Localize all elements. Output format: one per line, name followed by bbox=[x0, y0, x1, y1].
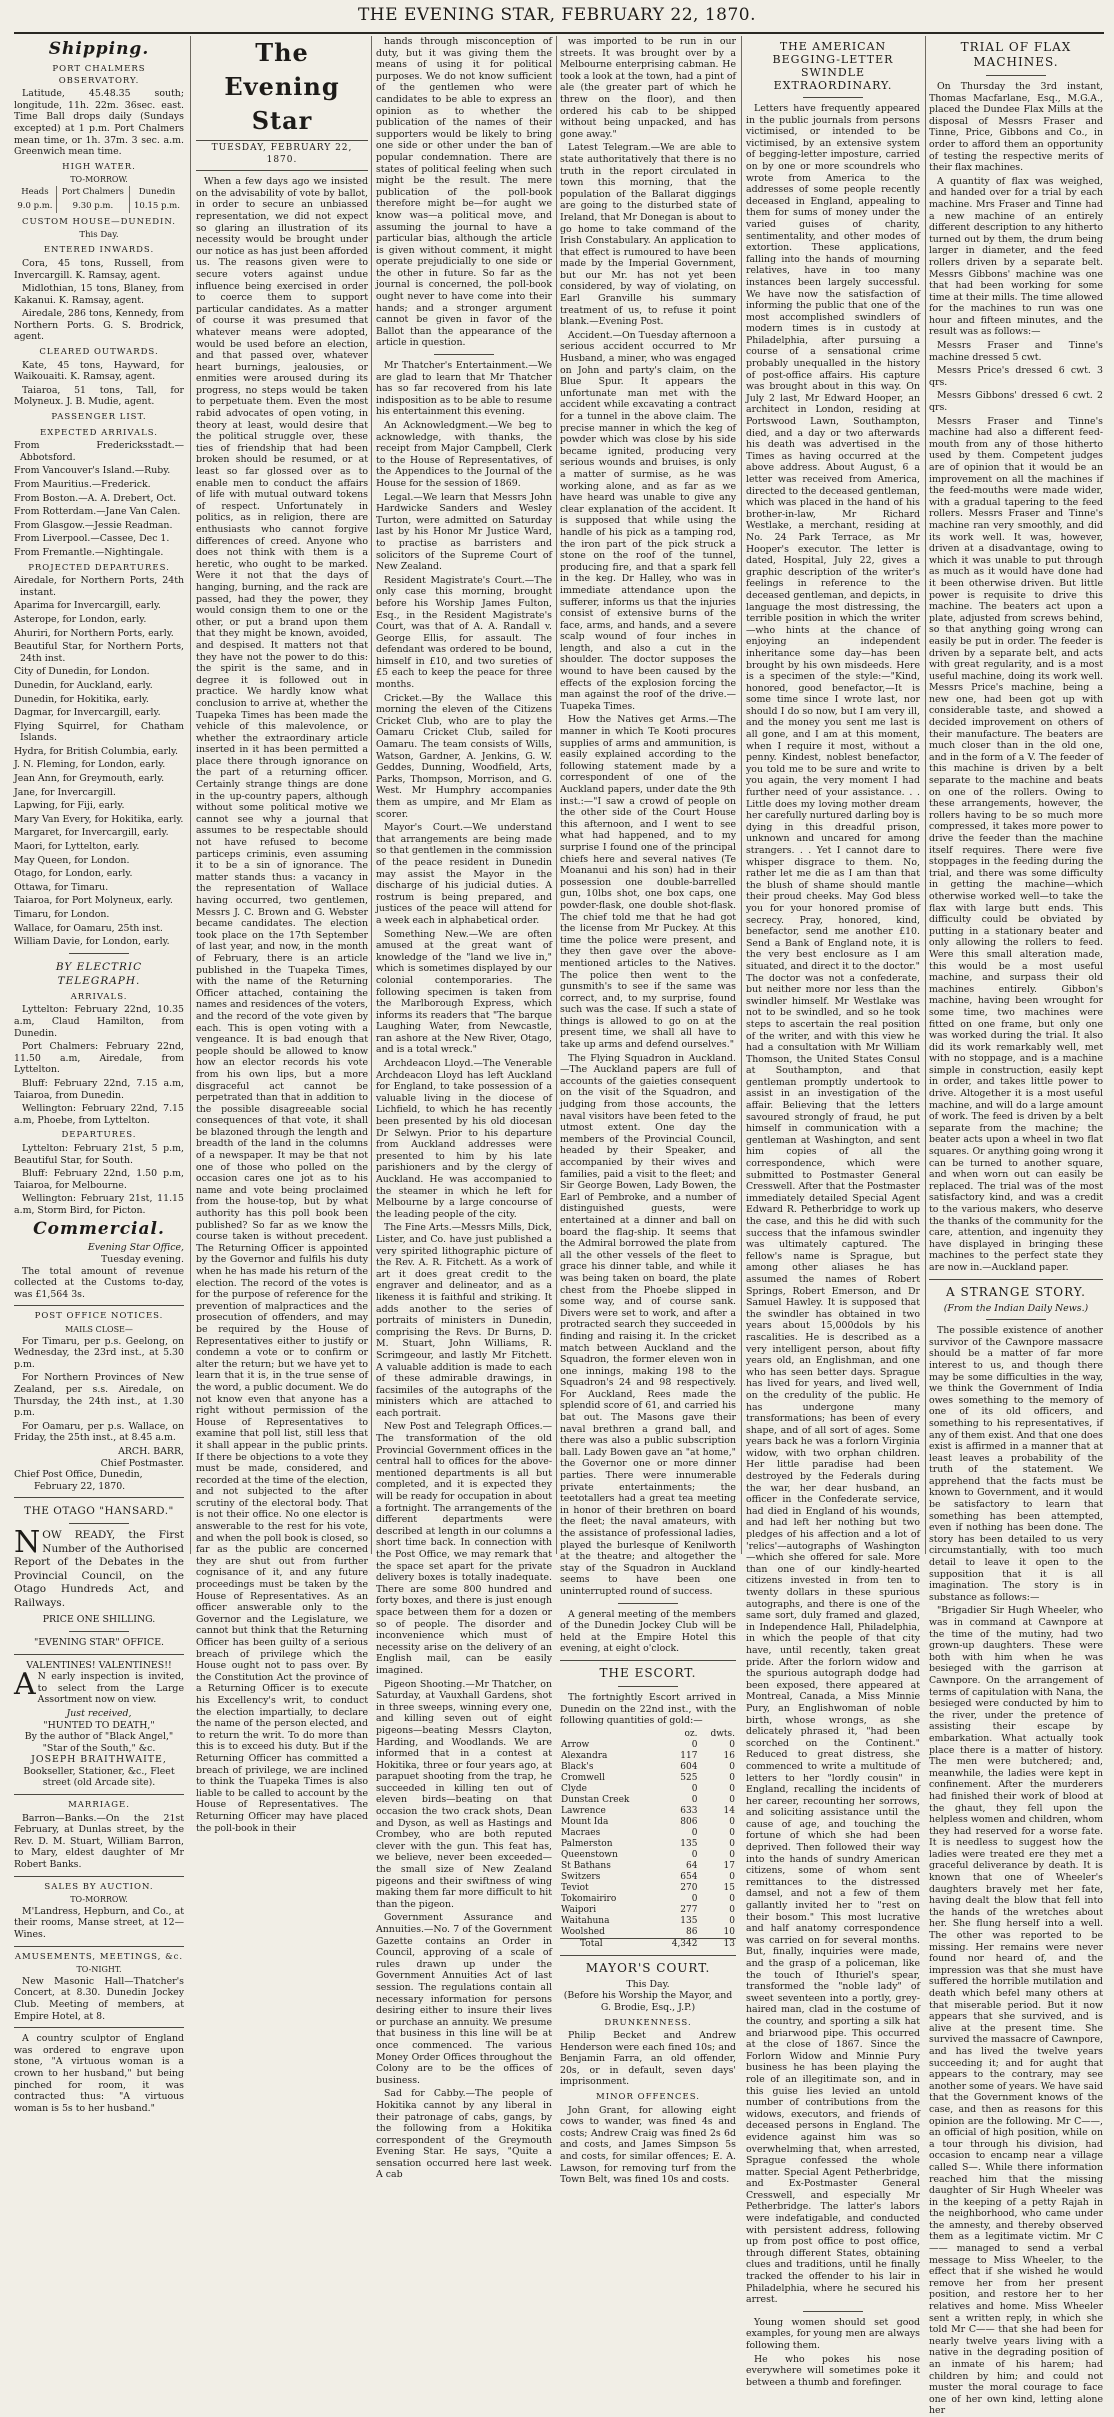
escort-dwt: 0 bbox=[729, 1838, 735, 1849]
escort-dwt: 0 bbox=[729, 1761, 735, 1772]
escort-row bbox=[560, 1894, 736, 1905]
post-title: Chief Postmaster. bbox=[100, 1457, 184, 1469]
commercial-text: The total amount of revenue collected at the Customs to-day, was £1,564 3s. bbox=[14, 1265, 184, 1300]
divider bbox=[196, 140, 368, 141]
expected-arrival-item: From Boston.—A. A. Drebert, Oct. bbox=[14, 492, 177, 504]
valentines-heading: VALENTINES! VALENTINES!! bbox=[26, 1659, 172, 1671]
escort-dwt: 0 bbox=[729, 1827, 735, 1838]
escort-row bbox=[560, 1740, 736, 1751]
tide-time: 9.30 p.m. bbox=[56, 200, 129, 214]
divider bbox=[560, 1955, 736, 1956]
divider bbox=[14, 1497, 184, 1498]
arrival-item: Bluff: February 22nd, 7.15 a.m, Taiaroa, from Dunedin. bbox=[14, 1077, 184, 1101]
divider bbox=[986, 1319, 1046, 1320]
escort-dwt: 0 bbox=[729, 1904, 735, 1915]
expected-list bbox=[14, 440, 184, 558]
news-paragraph: Latest Telegram.—We are able to state authoritatively that there is no truth in the report circulated in town this morning, that the population of the Ballarat diggings are going to the disturbed state of Ireland, that Mr Donegan is about to go home to take command of the Irish Constabulary. An application to that effect is rumoured to have been made by the Imperial Government, but our Mr. has not yet been considered, by way of violating, on Earl Granville his summary treatment of us, to refuse it point blank.—Evening Post. bbox=[560, 142, 736, 328]
hunted-by: By the author of "Black Angel," "Star of the South," &c. bbox=[24, 1731, 174, 1754]
escort-row bbox=[560, 1828, 736, 1839]
escort-place: Arrow bbox=[561, 1739, 590, 1750]
news-paragraph: was imported to be run in our streets. It was brought over by a Melbourne enterprising cabman. He took a look at the town, had a pint of ale (the greater part of which he threw on the floor), and then ordered his cab to be shipped without being unpacked, and has gone away." bbox=[560, 36, 736, 140]
escort-oz: 277 bbox=[680, 1904, 698, 1915]
tide-col: Dunedin bbox=[138, 186, 176, 197]
news-paragraph: Pigeon Shooting.—Mr Thatcher, on Saturday, at Vauxhall Gardens, shot in three sweeps, winning every one, and killing seven out of eight pigeons—beating Messrs Clayton, Harding, and Woodlands. We are informed that in a contest at Hokitika, three or four years ago, at parapuet shooting from the trap, he succeeded in killing ten out of eleven birds—beating on that occasion the two crack shots, Dean and Dyson, as well as Hastings and Crombey, who are both reputed clever with the gun. This feat has, we believe, never been exceeded—the small size of New Zealand pigeons and their swiftness of wing making them far more difficult to hit than the pigeon. bbox=[376, 1678, 552, 1910]
post-sign: ARCH. BARR, bbox=[118, 1445, 184, 1457]
escort-row bbox=[560, 1916, 736, 1927]
divider bbox=[986, 75, 1046, 76]
escort-place: Palmerston bbox=[561, 1838, 613, 1849]
high-water-heading: HIGH WATER. bbox=[62, 161, 136, 172]
amusements-text: New Masonic Hall—Thatcher's Concert, at 8.30. Dunedin Jockey Club. Meeting of members, at Empire Hotel, at 8. bbox=[14, 1975, 184, 2022]
escort-intro: The fortnightly Escort arrived in Dunedin on the 22nd inst., with the following quantities of gold:— bbox=[560, 1691, 736, 1727]
projected-departure-item: Dunedin, for Auckland, early. bbox=[14, 679, 153, 691]
hansard-heading: THE OTAGO "HANSARD." bbox=[24, 1505, 174, 1518]
escort-row bbox=[560, 1905, 736, 1916]
commercial-heading: Commercial. bbox=[33, 1219, 165, 1240]
escort-place: St Bathans bbox=[561, 1860, 611, 1871]
escort-row bbox=[560, 1850, 736, 1861]
divider bbox=[69, 1523, 129, 1524]
news-paragraph: hands through misconception of duty, but it was giving them the means of using it for political purposes. We do not know sufficient of the gentlemen who were candidates to be able to express an opinion as to whether the publication of the names of their supporters would be likely to bring one side or other under the ban of popular condemnation. There are states of political feeling when such might be the result. The mere publication of the poll-book therefore might be—for aught we know was—a political move, and assuming the journal to have a particular bias, although the article is given without comment, it might operate prejudicially to one side or the other in future. So far as the journal is concerned, the poll-book ought never to have come into their hands; and a stronger argument cannot be given in favor of the Ballot than the appearance of the article in question. bbox=[376, 36, 552, 349]
escort-dwt: 0 bbox=[729, 1849, 735, 1860]
flax-paragraph: On Thursday the 3rd instant, Thomas Macfarlane, Esq., M.G.A., placed the Dundee Flax Mills at the disposal of Messrs Fraser and Tinne, Price, Gibbons and Co., in order to afford them an opportunity of testing the respective merits of their flax machines. bbox=[929, 81, 1103, 174]
projected-departure-item: Asterope, for London, early. bbox=[14, 613, 147, 625]
cleared-item: Kate, 45 tons, Hayward, for Waikouaiti. K. Ramsay, agent. bbox=[14, 359, 184, 383]
news-paragraph: Mr Thatcher's Entertainment.—We are glad to learn that Mr Thatcher has so far recovered from his late indisposition as to be able to resume his entertainment this evening. bbox=[376, 360, 552, 418]
news-paragraph: A general meeting of the members of the Dunedin Jockey Club will be held at the Empire Hotel this evening, at eight o'clock. bbox=[560, 1608, 736, 1655]
projected-list bbox=[14, 575, 184, 948]
editorial-paragraph: When a few days ago we insisted on the advisability of vote by ballot, in order to secure an unbiassed representation, we did not expect so glaring an illustration of its necessity would be brought under our notice as has just been afforded us. The reasons given were to secure voters against undue influence being exercised in order to coerce them to support particular candidates. As a matter of course it was presumed that whatever means were adopted, would be used before an election, and that passed over, whatever heart burnings, jealousies, or enmities were aroused during its progress, no steps would be taken to perpetuate them. Even the most rabid advocates of open voting, in theory at least, would desire that the political struggle over, these ties of friendship that had been broken should be resumed, or at least so far glossed over as to enable men to conduct the affairs of life with mutual outward tokens of respect. Unfortunately in politics, as in religion, there are enthusiasts who cannot forgive differences of creed. Anyone who does not think with them is a heretic, who ought to be marked. Were it not that the days of hanging, burning, and the rack are passed, had they the power, they would consign them to one or the other, or put a brand upon them that they might be known, avoided, and despised. It matters not that they have not the power to do this: the spirit is the same, and in degree it is followed out in practice. We hardly know what conclusion to arrive at, whether the Tuapeka Times has been made the vehicle of this malevolence, or whether the extraordinary article inserted in it has been permitted a place there through ignorance on the part of a returning officer. Certainly strange things are done in the up-country papers, although without some political motive we cannot see why a journal that assumes to be respectable should not have refused to become particeps criminis, even assuming it to be a sin of ignorance. The matter stands thus: a vacancy in the representation of Wallace having occurred, two gentlemen, Messrs J. C. Brown and G. Webster became candidates. The election took place on the 17th September of last year, and now, in the month of February, there is an article published in the Tuapeka Times, with the name of the Returning Officer attached, containing the names and residences of the voters, and the record of the vote given by each. This is open voting with a vengeance. It is bad enough that people should be allowed to know how an elector records his vote from his own lips, but a more disgraceful act cannot be perpetrated than that in addition to the possible disagreeable social consequences of that vote, it shall be blazoned through the length and breadth of the land in the columns of a newspaper. It may be that not one of those who polled on the occasion cares one jot as to his name and vote being proclaimed from the house-top, but by what authority has this poll book been published? So far as we know the course taken is without precedent. The Returning Officer is appointed by the Governor and fulfils his duty when he has made his return of the election. The record of the votes is for the purpose of reference for the prevention of malpractices and the prosecution of offenders, and may be required by the House of Representatives either to justify or condemn a vote or to confirm or alter the return; but we have yet to learn that it is, in the true sense of the word, a public document. We do not know even that anyone has a right without permission of the House of Representatives to examine that poll list, still less that it shall appear in the public prints. If there be objections to a vote they must be made, considered, and recorded at the time of the election, and not subjected to the after scrutiny of the electoral body. That is not their office. No one elector is answerable to the rest for his vote, and when the poll book is closed, so far as the public are concerned they are shut out from further cognisance of it, and any future proceedings must be taken by the House of Representatives. As an officer answerable only to the Governor and the Legislature, we cannot but think that the Returning Officer has been guilty of a serious breach of privilege which the House ought not to pass over. By the Constitution Act the province of a Returning Officer is to execute his Excellency's writ, to conduct the election impartially, to declare the name of the person elected, and to return the writ. To do more than this is to exceed his duty. But if the Returning Officer has committed a breach of privilege, we are inclined to think the Tuapeka Times is also liable to be called to account by the House of Representatives. The Returning Officer may have placed the poll-book in their bbox=[196, 176, 368, 1834]
projected-departure-item: Dunedin, for Hokitika, early. bbox=[14, 693, 149, 705]
news-paragraph: Mayor's Court.—We understand that arrangements are being made so that gentlemen in the commission of the peace resident in Dunedin may assist the Mayor in the discharge of his judicial duties. A rostrum is being prepared, and justices of the peace will attend for a week each in alphabetical order. bbox=[376, 822, 552, 926]
escort-row bbox=[560, 1872, 736, 1883]
mayors-heading: MAYOR'S COURT. bbox=[585, 1960, 711, 1975]
column-rule bbox=[556, 36, 557, 1554]
story-source: (From the Indian Daily News.) bbox=[943, 1302, 1089, 1314]
tide-col: Port Chalmers bbox=[56, 186, 129, 200]
escort-place: Alexandra bbox=[561, 1750, 608, 1761]
column-rule bbox=[190, 36, 191, 1554]
mayors-day: This Day. bbox=[626, 1978, 670, 1990]
divider bbox=[69, 1631, 129, 1632]
expected-heading: EXPECTED ARRIVALS. bbox=[40, 427, 158, 438]
mails-close-label: MAILS CLOSE— bbox=[65, 1325, 133, 1335]
divider bbox=[196, 170, 368, 171]
news-paragraph: Legal.—We learn that Messrs John Hardwicke Sanders and Wesley Turton, were admitted on Saturday last by his Honor Mr Justice Ward, to practise as barristers and solicitors of the Supreme Court of New Zealand. bbox=[376, 491, 552, 573]
projected-departure-item: May Queen, for London. bbox=[14, 854, 130, 866]
projected-departure-item: Otago, for London, early. bbox=[14, 868, 133, 880]
expected-arrival-item: From Vancouver's Island.—Ruby. bbox=[14, 465, 171, 477]
drop-cap: N bbox=[14, 1525, 41, 1561]
tide-time: 10.15 p.m. bbox=[134, 200, 180, 211]
flax-result: Messrs Price's dressed 6 cwt. 3 qrs. bbox=[929, 365, 1103, 388]
commercial-day: Tuesday evening. bbox=[101, 1254, 184, 1266]
projected-departure-item: Beautiful Star, for Northern Ports, 24th inst. bbox=[14, 641, 184, 664]
tomorrow-label: TO-MORROW. bbox=[70, 1895, 128, 1905]
projected-departure-item: Hydra, for British Columbia, early. bbox=[14, 745, 178, 757]
escort-place: Black's bbox=[561, 1761, 594, 1772]
filler-paragraph: He who pokes his nose everywhere will sometimes poke it between a thumb and forefinger. bbox=[746, 2353, 920, 2388]
escort-row bbox=[560, 1817, 736, 1828]
column-local-news bbox=[376, 36, 552, 2181]
escort-total-label: Total bbox=[560, 1938, 659, 1950]
escort-place: Macraes bbox=[561, 1827, 601, 1838]
post-item: For Northern Provinces of New Zealand, per s.s. Airedale, on Thursday, the 24th inst., at 1.30 p.m. bbox=[14, 1372, 184, 1419]
projected-departure-item: J. N. Fleming, for London, early. bbox=[14, 759, 166, 771]
escort-place: Tokomairiro bbox=[561, 1893, 617, 1904]
arrival-item: Lyttelton: February 22nd, 10.35 a.m, Claud Hamilton, from Dunedin. bbox=[14, 1004, 184, 1039]
escort-unit: oz. bbox=[684, 1728, 698, 1739]
flax-paragraph: A quantity of flax was weighed, and handed over for a trial by each machine. Mrs Fraser and Tinne had a new machine of an entirely different description to any hitherto turned out by them, the drum being larger in diameter, and the feed rollers driven by a separate belt. Messrs Gibbons' machine was one that had been working for some time at their mills. The time allowed for the machines to run was one hour and fifteen minutes, and the result was as follows:— bbox=[929, 175, 1103, 338]
news-paragraph: New Post and Telegraph Offices.—The transformation of the old Provincial Government offices in the central hall to offices for the above-mentioned departments is all but completed, and it is expected they will be ready for occupation in about a fortnight. The arrangements of the different departments were described at length in our columns a short time back. In connection with the Post Office, we may remark that the space set apart for the private delivery boxes is totally inadequate. There are some 800 hundred and forty boxes, and there is just enough space between them for a dozen or so of people. The disorder and inconvenience which must of necessity arise on the delivery of an English mail, can be easily imagined. bbox=[376, 1421, 552, 1676]
divider bbox=[929, 1279, 1103, 1280]
mayors-before: (Before his Worship the Mayor, and G. Brodie, Esq., J.P.) bbox=[563, 1990, 733, 2013]
escort-place: Waipori bbox=[561, 1904, 597, 1915]
escort-oz: 117 bbox=[680, 1750, 698, 1761]
escort-total-dwt: 13 bbox=[698, 1938, 736, 1950]
escort-place: Cromwell bbox=[561, 1772, 605, 1783]
escort-dwt: 0 bbox=[729, 1915, 735, 1926]
column-news-escort bbox=[560, 36, 736, 2186]
marriage-text: Barron—Banks.—On the 21st February, at Dunlas street, by the Rev. D. M. Stuart, William Barron, to Mary, eldest daughter of Mr Robert Banks. bbox=[14, 1812, 184, 1871]
escort-row bbox=[560, 1927, 736, 1939]
minor-offences-heading: MINOR OFFENCES. bbox=[596, 2092, 700, 2103]
escort-oz: 135 bbox=[680, 1838, 698, 1849]
news-paragraph: Accident.—On Tuesday afternoon a serious accident occurred to Mr Husband, a miner, who was engaged on John and party's claim, on the Blue Spur. It appears the unfortunate man met with the accident while excavating a contract for a tunnel in the above claim. The precise manner in which the keg of powder which was close by his side became ignited, producing very serious wounds and bruises, is only a matter of surmise, as he was working alone, and as far as we have heard was unable to give any clear explanation of the accident. It is supposed that while using the handle of his pick as a tamping rod, the iron part of the pick struck a stone on the roof of the tunnel, producing fire, and that a spark fell in the keg. Dr Halley, who was in immediate attendance upon the sufferer, informs us that the injuries consist of extensive burns of the face, arms, and hands, and a severe scalp wound of four inches in length, and also a cut in the shoulder. The doctor supposes the wound to have been caused by the effects of the explosion forcing the man against the roof of the drive.—Tuapeka Times. bbox=[560, 329, 736, 712]
story-paragraph: "Brigadier Sir Hugh Wheeler, who was in command at Cawnpore at the time of the mutiny, had two grown-up daughters. These were both with him when he was besieged with the garrison at Cawnpore. On the arrangement of terms of capitulation with Nana, the besieged were conducted by him to the river, under the pretence of assisting their escape by embarkation. What actually took place there is a matter of history. The men were butchered; and, meanwhile, the ladies were kept in confinement. After the murderers had finished their work of blood at the ghaut, they fell upon the helpless women and children, whom they had reserved for a worse fate. It is needless to suggest how the ladies were treated ere they met a graceful deliverance by death. It is known that one of Wheeler's daughters bravely met her fate, having dealt the blow that fell into the hands of the wretches about her. She flung herself into a well. The other was reported to be missing. Her remains were never found nor heard of, and the impression was that she must have suffered the horrible mutilation and death which befel many others at that miserable period. But it now appears that she survived, and is alive at the present time. She survived the massacre of Cawnpore, and has lived the twelve years succeeding it; and for aught that appears to the contrary, may see another some of years. We have said that the Government knows of the case, and then as reasons for this opinion are the following. Mr C——, an official of high position, while on a tour through his division, had occasion to encamp near a village called S—. While there information reached him that the missing daughter of Sir Hugh Wheeler was in the keeping of a petty Rajah in the neighborhood, who came under the amnesty, and thereby observed them as a legitimate victim. Mr C—— managed to send a verbal message to Miss Wheeler, to the effect that if she wished he would remove her from her present position, and restore her to her relatives and home. Miss Wheeler sent a written reply, in which she told Mr C—— that she had been for nearly twelve years living with a native in the degrading position of an inmate of his harem; had children by him; and could not muster the moral courage to face one of her own kind, letting alone her bbox=[929, 1605, 1103, 2417]
escort-place: Teviot bbox=[561, 1882, 589, 1893]
escort-row bbox=[560, 1762, 736, 1773]
valentines-text: N early inspection is invited, to select from the Large Assortment now on view. bbox=[37, 1671, 184, 1706]
projected-departure-item: Dagmar, for Invercargill, early. bbox=[14, 707, 161, 719]
escort-row bbox=[560, 1883, 736, 1894]
escort-row bbox=[560, 1806, 736, 1817]
escort-oz: 135 bbox=[680, 1915, 698, 1926]
escort-row bbox=[560, 1784, 736, 1795]
escort-oz: 806 bbox=[680, 1816, 698, 1827]
projected-departure-item: Airedale, for Northern Ports, 24th instant. bbox=[14, 575, 184, 598]
escort-place: Waitahuna bbox=[561, 1915, 610, 1926]
amusements-heading: AMUSEMENTS, MEETINGS, &c. bbox=[14, 1951, 184, 1962]
swindle-heading: THE AMERICAN BEGGING-LETTER SWINDLE EXTRAORDINARY. bbox=[772, 40, 894, 92]
post-office: Chief Post Office, Dunedin, bbox=[14, 1469, 143, 1481]
shipping-heading: Shipping. bbox=[48, 39, 150, 59]
escort-oz: 270 bbox=[680, 1882, 698, 1893]
projected-departure-item: Jane, for Invercargill. bbox=[14, 786, 116, 798]
editorial-date: TUESDAY, FEBRUARY 22, 1870. bbox=[211, 143, 353, 165]
projected-departure-item: Taiaroa, for Port Molyneux, early. bbox=[14, 895, 173, 907]
expected-arrival-item: From Fremantle.—Nightingale. bbox=[14, 546, 164, 558]
escort-dwt: 0 bbox=[729, 1871, 735, 1882]
passenger-heading: PASSENGER LIST. bbox=[51, 412, 147, 423]
escort-row bbox=[560, 1773, 736, 1784]
news-paragraph: Government Assurance and Annuities.—No. 7 of the Government Gazette contains an Order in Council, approving of a scale of rules drawn up under the Government Annuities Act of last session. The regulations contain all necessary information for persons desiring either to insure their lives or purchase an annuity. We presume that business in this line will be at once commenced. The various Money Order Offices throughout the Colony are to be the offices of business. bbox=[376, 1912, 552, 2086]
divider bbox=[803, 97, 863, 98]
escort-dwt: 0 bbox=[729, 1794, 735, 1805]
escort-oz: 0 bbox=[691, 1783, 698, 1794]
expected-arrival-item: From Glasgow.—Jessie Readman. bbox=[14, 519, 173, 531]
escort-oz: 525 bbox=[680, 1772, 698, 1783]
post-item: For Oamaru, per p.s. Wallace, on Friday, the 25th inst., at 8.45 a.m. bbox=[14, 1420, 184, 1444]
projected-departure-item: Jean Ann, for Greymouth, early. bbox=[14, 773, 165, 785]
tonight-label: TO-NIGHT. bbox=[76, 1965, 122, 1975]
departures-heading: DEPARTURES. bbox=[61, 1130, 137, 1141]
divider bbox=[14, 1946, 184, 1947]
news-paragraph: Cricket.—By the Wallace this morning the eleven of the Citizens Cricket Club, who are to play the Oamaru Cricket Club, sailed for Oamaru. The team consists of Wills, Watson, Gardner, A. Jenkins, G. W. Geddes, Dunning, Woodfield, Arts, Parks, Thompson, Morrison, and G. West. Mr Humphry accompanies them as umpire, and Mr Elam as scorer. bbox=[376, 692, 552, 820]
escort-row bbox=[560, 1795, 736, 1806]
sales-heading: SALES BY AUCTION. bbox=[44, 1881, 154, 1892]
departure-item: Bluff: February 22nd, 1.50 p.m, Taiaroa, for Melbourne. bbox=[14, 1168, 184, 1191]
story-paragraph: The possible existence of another survivor of the Cawnpore massacre should be a matter of far more interest to us, and though there may be some difficulties in the way, we think the Government of India owes something to the memory of one of its old officers, and something to his representatives, if any of them exist. And that one does exist is affirmed in a manner that at least leaves a probability of the truth of the statement. We apprehend that the facts must be known to Government, and it would be satisfactory to learn that something has been attempted, even if nothing has been done. The story has been detailed to us very circumstantially, with too much detail to leave it open to the supposition that it is all imagination. The story is in substance as follows:— bbox=[929, 1325, 1103, 1603]
escort-oz: 64 bbox=[686, 1860, 698, 1871]
flax-paragraph: Messrs Fraser and Tinne's machine had also a different feed-mouth from any of those hitherto used by them. Competent judges are of opinion that it would be an improvement on all the machines if the feed-mouths were made wider, with a gradual tapering to the feed rollers. Messrs Fraser and Tinne's machine ran very smoothly, and did its work well. It was, however, driven at a disadvantage, owing to which it was unable to put through as much as it would have done had it been otherwise driven. But little power is requisite to drive this machine. The beaters act upon a plate, adjusted from screws behind, so that anything going wrong can easily be put in order. The feeder is driven by a separate belt, and acts with great regularity, and is a most useful machine, doing its work well. Messrs Price's machine, being a new one, had been got up with considerable taste, and showed a decided improvement on others of their manufacture. The beaters are much closer than in the old one, and in the form of a V. The feeder of this machine is driven by a belt separate to the machine and beats on one of the rollers. Owing to these arrangements, however, the rollers having to be so much more compressed, it takes more power to drive the feeder than the machine itself requires. There were five stoppages in the feeding during the trial, and there was some difficulty in getting the machine—which otherwise worked well—to take the flax with large butt ends. This difficulty could be obviated by putting in a stationary beater and only allowing the rollers to feed. Were this small alteration made, this would be a most useful machine, and surpass their old machines entirely. Gibbon's machine, having been wrought for some time, two machines were fitted on one frame, but only one was worked during the trial. It also did its work remarkably well, met with no stoppage, and is a machine simple in construction, easily kept in order, and takes little power to drive. Altogether it is a most useful machine, and will do a large amount of work. The feed is driven by a belt separate from the machine; the beater acts upon a wheel in two flat squares. Or anything going wrong it can be turned to another square, and when worn out can easily be replaced. The trial was of the most satisfactory kind, and was a credit to the various makers, who deserve the thanks of the community for the care, attention, and ingenuity they have displayed in bringing these machines to the perfect state they are now in.—Auckland paper. bbox=[929, 415, 1103, 1273]
just-received: Just received, bbox=[66, 1707, 132, 1719]
news-paragraph: Something New.—We are often amused at the great want of knowledge of the "land we live in," which is sometimes displayed by our colonial contemporaries. The following specimen is taken from the Marlborough Express, which informs its readers that "The barque Laughing Water, from Newcastle, ran ashore at the New River, Otago, and is a total wreck." bbox=[376, 928, 552, 1056]
projected-departure-item: Ahuriri, for Northern Ports, early. bbox=[14, 627, 174, 639]
cleared-item: Taiaroa, 51 tons, Tall, for Molyneux. J. B. Mudie, agent. bbox=[14, 384, 184, 408]
divider bbox=[69, 953, 129, 954]
divider bbox=[618, 1603, 678, 1604]
telegraph-heading: BY ELECTRIC TELEGRAPH. bbox=[55, 960, 143, 987]
divider bbox=[14, 1654, 184, 1655]
escort-unit: dwts. bbox=[710, 1728, 735, 1739]
escort-place: Woolshed bbox=[561, 1926, 605, 1937]
escort-heading: THE ESCORT. bbox=[599, 1665, 697, 1680]
expected-arrival-item: From Fredericksstadt.—Abbotsford. bbox=[14, 440, 184, 463]
news-paragraph: How the Natives get Arms.—The manner in which Te Kooti procures supplies of arms and ammunition, is easily explained according to the following statement made by a correspondent of one of the Auckland papers, under date the 9th inst.:—"I saw a crowd of people on the other side of the Court House this afternoon, and I went to see what had happened, and to my surprise I found one of the principal chiefs here and several natives (Te Moananui and his son) had in their possession one double-barrelled gun, 10lbs shot, one box caps, one powder-flask, one double shot-flask. The chief told me that he had got the license from Mr Puckey. At this time the police were present, and they then gave over the above-mentioned articles to the Natives. The police then went to the gunsmith's to see if the same was correct, and, to my surprise, found such was the case. If such a state of things is allowed to go on at the present time, we shall all have to take up arms and defend ourselves." bbox=[560, 714, 736, 1051]
escort-dwt: 0 bbox=[729, 1772, 735, 1783]
escort-dwt: 0 bbox=[729, 1739, 735, 1750]
column-editorial bbox=[196, 36, 368, 1834]
flax-result: Messrs Fraser and Tinne's machine dressed 5 cwt. bbox=[929, 340, 1103, 363]
minor-offences-text: John Grant, for allowing eight cows to wander, was fined 4s and costs; Andrew Craig was fined 2s 6d and costs, and James Simpson 5s and costs, for similar offences; E. A. Lawson, for removing turf from the Town Belt, was fined 10s and costs. bbox=[560, 2104, 736, 2186]
projected-departure-item: Ottawa, for Timaru. bbox=[14, 881, 109, 893]
post-item: For Timaru, per p.s. Geelong, on Wednesday, the 23rd inst., at 5.30 p.m. bbox=[14, 1335, 184, 1370]
filler-paragraph: Young women should set good examples, for young men are always following them. bbox=[746, 2316, 920, 2351]
story-heading: A STRANGE STORY. bbox=[946, 1284, 1086, 1299]
expected-arrival-item: From Mauritius.—Frederick. bbox=[14, 479, 151, 490]
escort-oz: 0 bbox=[691, 1739, 698, 1750]
drunkenness-heading: DRUNKENNESS. bbox=[604, 2017, 692, 2028]
escort-dwt: 14 bbox=[723, 1805, 735, 1816]
divider bbox=[14, 1794, 184, 1795]
escort-place: Switzers bbox=[561, 1871, 601, 1882]
departure-item: Lyttelton: February 21st, 5 p.m, Beautiful Star, for South. bbox=[14, 1142, 184, 1166]
escort-oz: 654 bbox=[680, 1871, 698, 1882]
post-heading: POST OFFICE NOTICES. bbox=[34, 1311, 164, 1322]
divider bbox=[803, 2311, 863, 2312]
escort-oz: 633 bbox=[680, 1805, 698, 1816]
escort-dwt: 15 bbox=[723, 1882, 735, 1893]
tide-time: 9.0 p.m. bbox=[14, 200, 56, 214]
expected-arrival-item: From Liverpool.—Cassee, Dec 1. bbox=[14, 533, 170, 545]
divider bbox=[618, 1686, 678, 1687]
news-paragraph: Sad for Cabby.—The people of Hokitika cannot by any liberal in their patronage of cabs, gangs, by the following from a Hokitika correspondent of the Greymouth Evening Star. He says, "Quite a sensation occurred here last week. A cab bbox=[376, 2088, 552, 2181]
entered-heading: ENTERED INWARDS. bbox=[43, 245, 155, 256]
projected-departure-item: Flying Squirrel, for Chatham Islands. bbox=[14, 720, 184, 744]
projected-departure-item: Mary Van Every, for Hokitika, early. bbox=[14, 813, 184, 825]
projected-departure-item: City of Dunedin, for London. bbox=[14, 666, 150, 678]
entered-item: Cora, 45 tons, Russell, from Invercargill. K. Ramsay, agent. bbox=[14, 257, 184, 281]
divider bbox=[14, 1305, 184, 1306]
arrival-item: Wellington: February 22nd, 7.15 a.m, Phoebe, from Lyttelton. bbox=[14, 1103, 184, 1126]
office-label: "EVENING STAR" OFFICE. bbox=[33, 1636, 165, 1648]
masthead: THE EVENING STAR, FEBRUARY 22, 1870. bbox=[357, 5, 757, 25]
escort-place: Mount Ida bbox=[561, 1816, 609, 1827]
hansard-text: OW READY, the First Number of the Authorised Report of the Debates in the Provincial Council, on the Otago Hundreds Act, and Railways. bbox=[14, 1529, 184, 1609]
projected-departure-item: Margaret, for Invercargill, early. bbox=[14, 827, 169, 839]
column-rule bbox=[371, 36, 372, 1554]
escort-oz: 0 bbox=[691, 1827, 698, 1838]
expected-arrival-item: From Rotterdam.—Jane Van Calen. bbox=[14, 506, 181, 518]
sales-text: M'Landress, Hepburn, and Co., at their rooms, Manse street, at 12—Wines. bbox=[14, 1905, 184, 1940]
paper-title: The Evening Star bbox=[224, 38, 340, 135]
escort-dwt: 0 bbox=[729, 1893, 735, 1904]
escort-place: Lawrence bbox=[561, 1805, 606, 1816]
price-label: PRICE ONE SHILLING. bbox=[42, 1614, 156, 1626]
escort-row bbox=[560, 1839, 736, 1850]
entered-item: Airedale, 286 tons, Kennedy, from Northern Ports. G. S. Brodrick, agent. bbox=[14, 308, 184, 343]
escort-oz: 0 bbox=[691, 1849, 698, 1860]
tomorrow-label: TO-MORROW. bbox=[70, 175, 128, 185]
cleared-heading: CLEARED OUTWARDS. bbox=[39, 347, 159, 358]
escort-dwt: 16 bbox=[723, 1750, 735, 1761]
escort-oz: 86 bbox=[686, 1926, 698, 1937]
escort-oz: 0 bbox=[691, 1794, 698, 1805]
escort-place: Dunstan Creek bbox=[561, 1794, 630, 1805]
news-paragraph: The Fine Arts.—Messrs Mills, Dick, Lister, and Co. have just published a very spirited lithographic picture of the Rev. A. R. Fitchett. As a work of art it does great credit to the engraver and delineator, and as a likeness it is faithful and striking. It adds another to the series of portraits of ministers in Dunedin, comprising the Revs. Dr Burns, D. M. Stuart, John Williams, R. Scrimgeour, and lastly Mr Fitchett. A valuable addition is made to each of these admirable drawings, in facsimiles of the autographs of the ministers which are attached to each portrait. bbox=[376, 1222, 552, 1419]
escort-total: 4,342 bbox=[659, 1938, 698, 1950]
marriage-heading: MARRIAGE. bbox=[68, 1800, 130, 1811]
divider bbox=[14, 1876, 184, 1877]
port-text: Latitude, 45.48.35 south; longitude, 11h. 22m. 36sec. east. Time Ball drops daily (Sundays excepted) at 1 p.m. Port Chalmers mean time, or 1h. 37m. 3 sec. a.m. Greenwich mean time. bbox=[14, 88, 184, 158]
column-swindle bbox=[746, 36, 920, 2388]
projected-departure-item: Wallace, for Oamaru, 25th inst. bbox=[14, 922, 163, 934]
column-rule bbox=[925, 36, 926, 1554]
news-paragraph: An Acknowledgment.—We beg to acknowledge, with thanks, the receipt from Major Campbell, Clerk to the House of Representatives, of the Appendices to the Journal of the House for the session of 1869. bbox=[376, 420, 552, 489]
escort-oz: 604 bbox=[680, 1761, 698, 1772]
projected-heading: PROJECTED DEPARTURES. bbox=[28, 562, 170, 573]
drop-cap: A bbox=[14, 1667, 36, 1703]
swindle-paragraph: Letters have frequently appeared in the public journals from persons victimised, or intended to be victimised, by an extensive system of begging-letter imposture, carried on by one or more scoundrels who wrote from America to the addresses of some people recently deceased in England, appealing to them for sums of money under the varied guises of charity, sentimentality, and other modes of extortion. These applications, falling into the hands of mourning relatives, have in too many instances been largely successful. We have now the satisfaction of informing the public that one of the most accomplished swindlers of modern times is in custody at Philadelphia, after pursuing a course of a sensational crime probably unequalled in the history of post-office affairs. His capture was brought about in this way. On July 2 last, Mr Edward Hooper, an architect in London, residing at Portswood Lawn, Southampton, died, and a day or two afterwards his death was advertised in the Times as having occurred at the above address. About August, 6 a letter was received from America, directed to the deceased gentleman, which was placed in the hand of his brother-in-law, Mr Richard Westlake, a merchant, residing at No. 24 Park Terrace, as Mr Hooper's executor. The letter is dated, Hospital, July 22, gives a graphic description of the writer's feelings in reference to the deceased gentleman, and depicts, in language the most distressing, the terrible position in which the writer—who hints at the chance of enjoying an independent inheritance some day—has been brought by his own misdeeds. Here is a specimen of the style:—"Kind, honored, good benefactor,—It is some time since I wrote last, nor should I do so now, but I am very ill, and the money you sent me last is all gone, and I am at this moment, when I require it most, without a penny. Kindest, noblest benefactor, you told me to be sure and write to you again, the very moment I had further need of your assistance. . . Little does my loving mother dream her carefully nurtured darling boy is dying in this dreadful prison, unknown and uncared for among strangers. . . Yet I cannot dare to whisper disgrace to them. No, rather let me die as I am than that the blush of shame should mantle their proud cheeks. May God bless you for your honored promise of secrecy. Pray, honored, kind, benefactor, send me another £10. Send a Bank of England note, it is the very best enclosure as I am situated, and direct it to the doctor." The doctor was not a confederate, but neither more nor less than the swindler himself. Mr Westlake was not to be swindled, and so he took steps to ascertain the real position of the writer, and with this view he had a consultation with Mr William Thomson, the United States Consul at Southampton, and that gentleman promptly undertook to assist in an investigation of the affair. Believing that the letters savoured strongly of fraud, he put himself in communication with a gentleman at Washington, and sent him copies of all the correspondence, which were submitted to Postmaster General Cresswell. After that the Postmaster immediately detailed Special Agent Edward R. Petherbridge to work up the case, and this he did with such success that the infamous swindler was ultimately captured. The fellow's name is Sprague, but among other aliases he has assumed the names of Robert Springs, Robert Emerson, and Dr Samuel Hawley. It is supposed that the swindler has obtained in two years about 15,000dols by his rascalities. He is described as a very intelligent person, about fifty years old, an Englishman, and one who has seen better days. Sprague has lived for years, and lived well, on the credulity of the public. He has undergone many transformations; has been of every shape, and of all sort of ages. Some years back he was a forlorn Virginia widow, with two orphan children. Her little paradise had been destroyed by the Federals during the war, her dear husband, an officer in the Confederate service, had died in England of his wounds, and had left her nothing but two pledges of his affection and a lot of 'relics'—autographs of Washington—which she offered for sale. More than one of our kindly-hearted citizens invested in from ten to twenty dollars in these spurious autographs, and there is one of the same sort, duly framed and glazed, in Independence Hall, Philadelphia, in which the people of that city have, until recently, taken great pride. After the forlorn widow and the spurious autograph dodge had been exposed, there appeared at Montreal, Canada, a Miss Minnie Pury, an Englishwoman of noble birth, whose wrongs, as she delicately phrased it, "had been scorched on the Continent." Reduced to great distress, she commenced to write a multitude of letters to her "lordly cousin" in England, recalling the incidents of her career, recounting her sorrows, and soliciting assistance until the cause of age, and touching the fortune of which she had been deprived. Then followed their way into the hands of sundry American citizens, some of whom sent remittances to the distressed damsel, and not a few of them gallantly invited her to "rest on their bosom." This most lucrative and half anatomy correspondence was carried on for several months. But, finally, inquiries were made, and the grasp of a policeman, like the touch of Ithuriel's spear, transformed the "noble lady" of sweet seventeen into a portly, grey-haired man, clad in the costume of the country, and sporting a silk hat and briarwood pipe. This occurred at the close of 1867. Since the Forlorn Widow and Minnie Pury business he has been playing the role of an illegitimate son, and in this guise lies levied an untold number of contributions from the widows, executors, and friends of deceased persons in England. The evidence against him was so overwhelming that, when arrested, Sprague confessed the whole matter. Special Agent Petherbridge, and Ex-Postmaster General Cresswell, and especially Mr Petherbridge. The latter's labors were indefatigable, and conducted with persistent address, following up from post office to post office, through different States, obtaining clues and traditions, until he finally tracked the offender to his lair in Philadelphia, where he secured his arrest. bbox=[746, 103, 920, 2306]
flax-result: Messrs Gibbons' dressed 6 cwt. 2 qrs. bbox=[929, 390, 1103, 414]
escort-row bbox=[560, 1751, 736, 1762]
customs-heading: CUSTOM HOUSE—DUNEDIN. bbox=[22, 217, 176, 228]
divider bbox=[560, 1660, 736, 1661]
escort-dwt: 0 bbox=[729, 1816, 735, 1827]
escort-dwt: 10 bbox=[723, 1926, 735, 1937]
drunkenness-text: Philip Becket and Andrew Henderson were each fined 10s; and Benjamin Farra, an old offender, 20s, or in default, seven days' imprisonment. bbox=[560, 2030, 736, 2088]
divider bbox=[14, 2027, 184, 2028]
post-date: February 22, 1870. bbox=[34, 1480, 126, 1492]
commercial-office: Evening Star Office, bbox=[87, 1242, 184, 1254]
divider bbox=[434, 354, 494, 355]
projected-departure-item: Maori, for Lyttelton, early. bbox=[14, 841, 140, 853]
news-paragraph: Archdeacon Lloyd.—The Venerable Archdeacon Lloyd has left Auckland for England, to take possession of a valuable living in the diocese of Lichfield, to which he has recently been presented by his old diocesan Dr Selwyn. Prior to his departure from Auckland addresses were presented to him by his late parishioners and by the clergy of Auckland. He was accompanied to the steamer in which he left for Melbourne by a large concourse of the leading people of the city. bbox=[376, 1058, 552, 1220]
escort-dwt: 0 bbox=[729, 1783, 735, 1794]
sculptor-text: A country sculptor of England was ordered to engrave upon stone, "A virtuous woman is a crown to her husband," but being pinched for room, it was contracted thus: "A virtuous woman is 5s to her husband." bbox=[14, 2033, 184, 2114]
hunted-title: "HUNTED TO DEATH," bbox=[43, 1719, 155, 1731]
entered-item: Midlothian, 15 tons, Blaney, from Kakanui. K. Ramsay, agent. bbox=[14, 283, 184, 306]
escort-dwt: 17 bbox=[723, 1860, 735, 1871]
arrival-item: Port Chalmers: February 22nd, 11.50 a.m, Airedale, from Lyttelton. bbox=[14, 1041, 184, 1076]
projected-departure-item: Aparima for Invercargill, early. bbox=[14, 600, 161, 612]
arrivals-heading: ARRIVALS. bbox=[70, 991, 128, 1002]
projected-departure-item: Timaru, for London. bbox=[14, 909, 110, 920]
masthead-rule bbox=[14, 32, 1104, 34]
this-day-label: This Day. bbox=[79, 229, 119, 240]
tide-col: Heads bbox=[14, 186, 56, 200]
escort-oz: 0 bbox=[691, 1893, 698, 1904]
column-flax-story bbox=[929, 36, 1103, 2417]
news-paragraph: Resident Magistrate's Court.—The only case this morning, brought before his Worship James Fulton, Esq., in the Resident Magistrate's Court, was that of A. A. Randall v. George Ellis, for assault. The defendant was ordered to be bound, himself in £10, and two sureties of £5 each to keep the peace for three months. bbox=[376, 574, 552, 691]
braithwaite-address: Bookseller, Stationer, &c., Fleet street (old Arcade site). bbox=[23, 1765, 175, 1789]
braithwaite-name: JOSEPH BRAITHWAITE, bbox=[31, 1754, 167, 1766]
column-shipping bbox=[14, 36, 184, 2114]
escort-row bbox=[560, 1861, 736, 1872]
projected-departure-item: Lapwing, for Fiji, early. bbox=[14, 800, 125, 812]
departure-item: Wellington: February 21st, 11.15 a.m, Storm Bird, for Picton. bbox=[14, 1193, 184, 1216]
column-rule bbox=[741, 36, 742, 1554]
tide-table bbox=[14, 186, 184, 213]
projected-departure-item: William Davie, for London, early. bbox=[14, 936, 170, 948]
escort-table bbox=[560, 1729, 736, 1950]
news-paragraph: The Flying Squadron in Auckland.—The Auckland papers are full of accounts of the gaieties consequent on the visit of the Squadron, and judging from those accounts, the naval visitors have been feted to the utmost extent. One day the members of the Provincial Council, headed by their Speaker, and accompanied by their wives and families, paid a visit to the fleet; and Sir George Bowen, Lady Bowen, the Earl of Pembroke, and a number of distinguished guests, were entertained at a dinner and ball on board the flag-ship. It seems that the Admiral borrowed the plate from all the other vessels of the fleet to grace his dinner table, and while it was being taken on board, the plate chest from the Phoebe slipped in some way, and of course sank. Divers were set to work, and after a protracted search they succeeded in finding and raising it. In the cricket match between Auckland and the Squadron, the former eleven won in one innings, making 198 to the Squadron's 24 and 98 respectively. For Auckland, Rees made the splendid score of 61, and carried his bat out. The Masons gave their naval brethren a grand ball, and there was also a public subscription ball. Lady Bowen gave an "at home," the Governor one or more dinner parties. There were innumerable private entertainments; the teetotallers had a great tea meeting in honor of their brethren on board the fleet; the naval amateurs, with the assistance of professional ladies, played the burlesque of Kenilworth at the theatre; and altogether the stay of the Squadron in Auckland seems to have been one uninterrupted round of success. bbox=[560, 1052, 736, 1597]
escort-place: Queenstown bbox=[561, 1849, 618, 1860]
flax-heading: TRIAL OF FLAX MACHINES. bbox=[960, 40, 1072, 69]
port-heading: PORT CHALMERS OBSERVATORY. bbox=[52, 64, 146, 86]
escort-place: Clyde bbox=[561, 1783, 587, 1794]
